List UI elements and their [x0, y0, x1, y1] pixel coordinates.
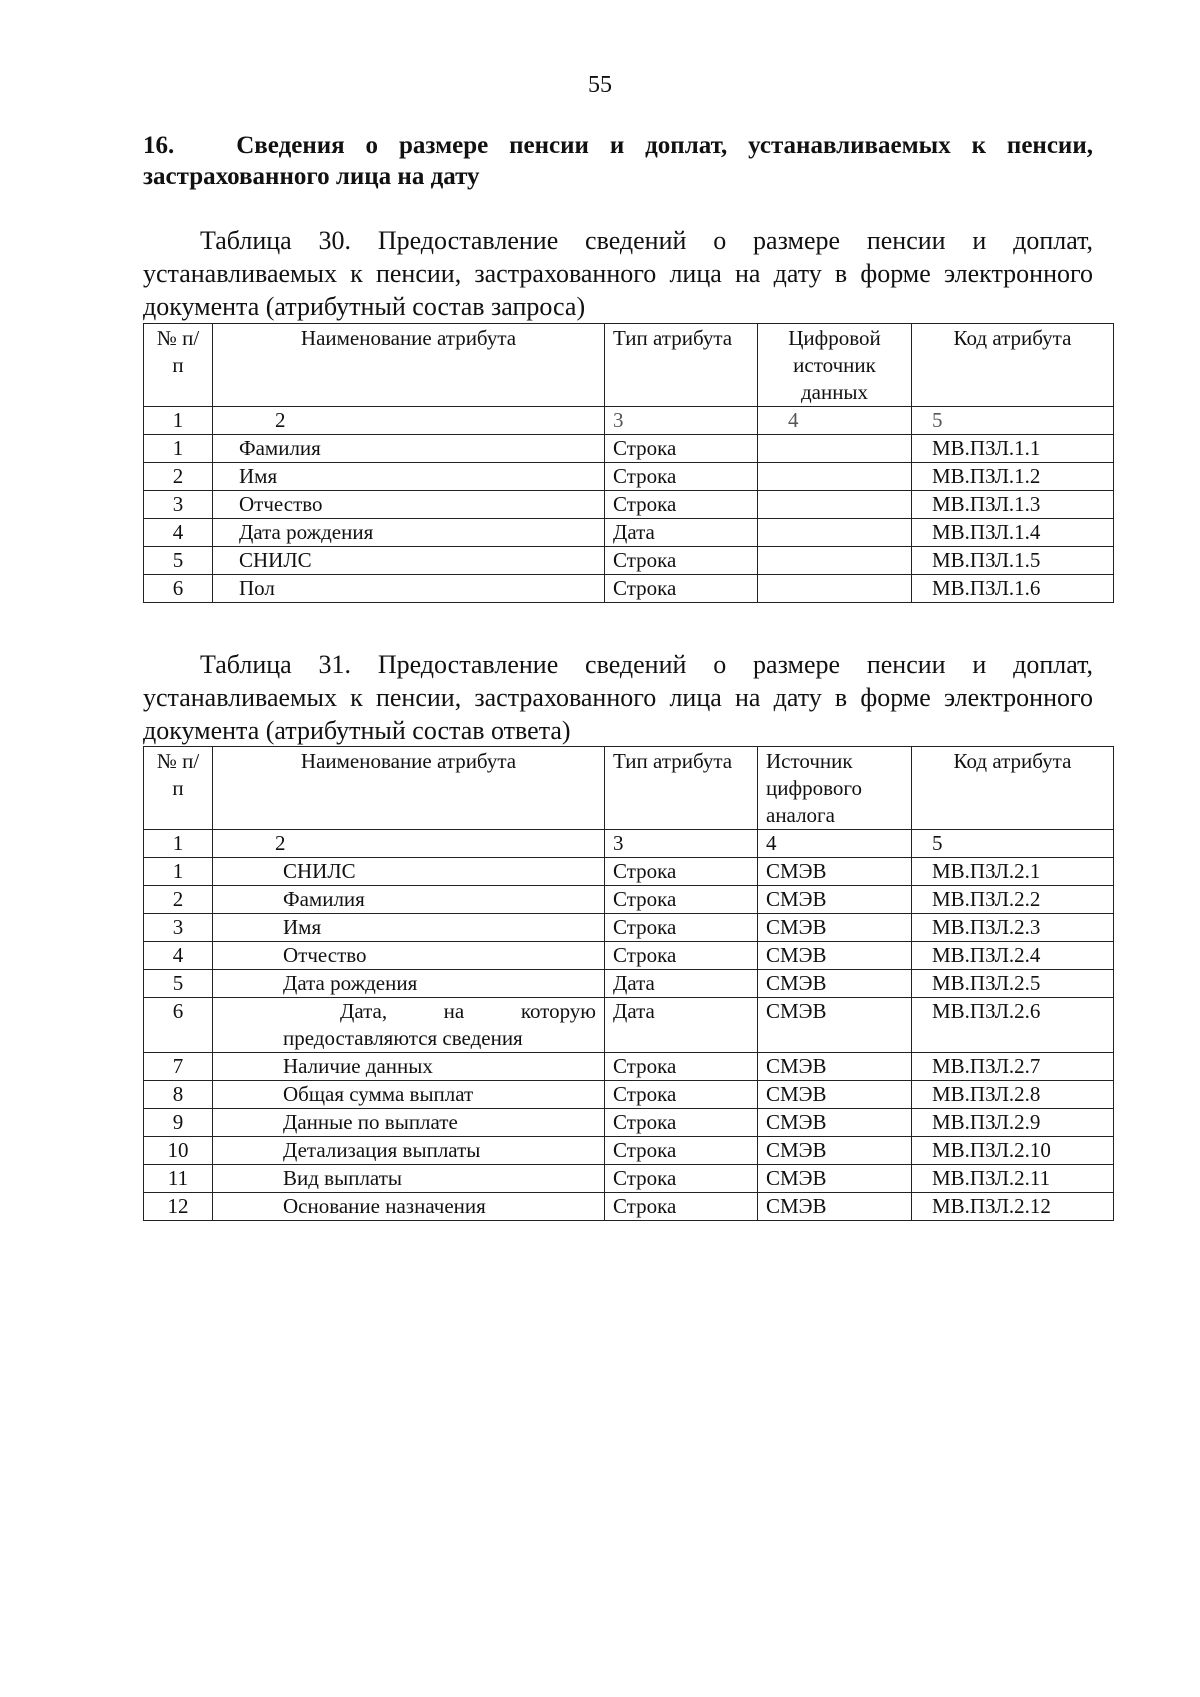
row-number-cell: 7 — [144, 1053, 213, 1081]
header-cell-name: Наименование атрибута — [213, 324, 605, 407]
table-row — [144, 998, 1114, 1053]
row-number-cell: 1 — [144, 435, 213, 463]
row-number-cell: 5 — [144, 547, 213, 575]
row-number-cell: 11 — [144, 1165, 213, 1193]
attribute-type-cell: Строка — [605, 886, 758, 914]
row-number-cell: 3 — [144, 914, 213, 942]
table-30-caption — [143, 224, 1093, 323]
header-cell-type: Тип атрибута — [605, 324, 758, 407]
attribute-type-cell: Дата — [605, 519, 758, 547]
data-source-cell — [758, 519, 912, 547]
attribute-code-cell: МВ.ПЗЛ.2.6 — [912, 998, 1114, 1053]
column-number-cell: 3 — [605, 407, 758, 435]
attribute-name-cell: Фамилия — [213, 886, 605, 914]
data-source-cell — [758, 547, 912, 575]
row-number-cell: 8 — [144, 1081, 213, 1109]
table-31-caption-text: Таблица 31. Предоставление сведений о размере пенсии и доплат, устанавливаемых к пенсии, застрахованного лица на дату в форме электронного документа (атрибутный состав ответа) — [143, 650, 1093, 745]
header-cell-number: № п/п — [144, 747, 213, 830]
attribute-name-cell: Вид выплаты — [213, 1165, 605, 1193]
row-number-cell: 9 — [144, 1109, 213, 1137]
attribute-type-cell: Строка — [605, 463, 758, 491]
table-row — [144, 1053, 1114, 1081]
data-source-cell: СМЭВ — [758, 998, 912, 1053]
attribute-type-cell: Строка — [605, 575, 758, 603]
column-number-cell: 2 — [213, 407, 605, 435]
header-cell-code: Код атрибута — [912, 324, 1114, 407]
table-row — [144, 1137, 1114, 1165]
attribute-type-cell: Строка — [605, 1053, 758, 1081]
header-cell-number: № п/п — [144, 324, 213, 407]
table-row — [144, 858, 1114, 886]
attribute-code-cell: МВ.ПЗЛ.1.1 — [912, 435, 1114, 463]
row-number-cell: 2 — [144, 463, 213, 491]
column-number-cell: 5 — [912, 830, 1114, 858]
data-source-cell — [758, 575, 912, 603]
attribute-code-cell: МВ.ПЗЛ.2.10 — [912, 1137, 1114, 1165]
column-number-cell: 1 — [144, 407, 213, 435]
header-cell-type: Тип атрибута — [605, 747, 758, 830]
table-row — [144, 519, 1114, 547]
table-row — [144, 463, 1114, 491]
table-row — [144, 491, 1114, 519]
attribute-name-cell: Пол — [213, 575, 605, 603]
attribute-name-cell: Данные по выплате — [213, 1109, 605, 1137]
column-number-cell: 5 — [912, 407, 1114, 435]
data-source-cell: СМЭВ — [758, 970, 912, 998]
attribute-code-cell: МВ.ПЗЛ.2.7 — [912, 1053, 1114, 1081]
attribute-code-cell: МВ.ПЗЛ.2.1 — [912, 858, 1114, 886]
attribute-name-cell: Имя — [213, 463, 605, 491]
row-number-cell: 6 — [144, 998, 213, 1053]
table-row — [144, 547, 1114, 575]
data-source-cell: СМЭВ — [758, 886, 912, 914]
data-source-cell: СМЭВ — [758, 1165, 912, 1193]
attribute-type-cell: Строка — [605, 491, 758, 519]
section-number: 16. — [143, 132, 175, 159]
attribute-code-cell: МВ.ПЗЛ.2.12 — [912, 1193, 1114, 1221]
attribute-type-cell: Строка — [605, 1165, 758, 1193]
attribute-type-cell: Строка — [605, 1193, 758, 1221]
attribute-name-cell: Дата, на которую предоставляются сведения — [213, 998, 605, 1053]
attribute-type-cell: Строка — [605, 547, 758, 575]
attribute-type-cell: Строка — [605, 858, 758, 886]
attribute-name-cell: СНИЛС — [213, 858, 605, 886]
attribute-name-cell: Наличие данных — [213, 1053, 605, 1081]
data-source-cell: СМЭВ — [758, 1081, 912, 1109]
attribute-name-cell: Отчество — [213, 942, 605, 970]
row-number-cell: 12 — [144, 1193, 213, 1221]
row-number-cell: 1 — [144, 858, 213, 886]
attribute-type-cell: Строка — [605, 1081, 758, 1109]
row-number-cell: 3 — [144, 491, 213, 519]
attribute-name-cell: Детализация выплаты — [213, 1137, 605, 1165]
table-header-row — [144, 324, 1114, 407]
attribute-code-cell: МВ.ПЗЛ.2.2 — [912, 886, 1114, 914]
section-heading — [143, 130, 1093, 192]
table-header-row — [144, 747, 1114, 830]
row-number-cell: 4 — [144, 942, 213, 970]
attribute-code-cell: МВ.ПЗЛ.1.3 — [912, 491, 1114, 519]
attribute-type-cell: Строка — [605, 914, 758, 942]
table-row — [144, 942, 1114, 970]
table-30 — [143, 323, 1114, 603]
attribute-name-cell: Основание назначения — [213, 1193, 605, 1221]
column-number-cell: 2 — [213, 830, 605, 858]
column-number-cell: 4 — [758, 830, 912, 858]
data-source-cell: СМЭВ — [758, 914, 912, 942]
data-source-cell — [758, 491, 912, 519]
page-number: 55 — [588, 72, 612, 98]
data-source-cell: СМЭВ — [758, 1109, 912, 1137]
row-number-cell: 4 — [144, 519, 213, 547]
data-source-cell: СМЭВ — [758, 942, 912, 970]
attribute-code-cell: МВ.ПЗЛ.2.3 — [912, 914, 1114, 942]
attribute-type-cell: Строка — [605, 435, 758, 463]
table-row — [144, 886, 1114, 914]
attribute-name-cell: Отчество — [213, 491, 605, 519]
table-row — [144, 914, 1114, 942]
header-cell-code: Код атрибута — [912, 747, 1114, 830]
attribute-type-cell: Дата — [605, 998, 758, 1053]
attribute-type-cell: Строка — [605, 942, 758, 970]
data-source-cell: СМЭВ — [758, 1053, 912, 1081]
header-cell-name: Наименование атрибута — [213, 747, 605, 830]
table-row — [144, 435, 1114, 463]
column-number-cell: 3 — [605, 830, 758, 858]
attribute-code-cell: МВ.ПЗЛ.2.11 — [912, 1165, 1114, 1193]
data-source-cell: СМЭВ — [758, 858, 912, 886]
attribute-code-cell: МВ.ПЗЛ.2.8 — [912, 1081, 1114, 1109]
attribute-code-cell: МВ.ПЗЛ.1.4 — [912, 519, 1114, 547]
row-number-cell: 5 — [144, 970, 213, 998]
data-source-cell: СМЭВ — [758, 1193, 912, 1221]
attribute-type-cell: Строка — [605, 1109, 758, 1137]
data-source-cell: СМЭВ — [758, 1137, 912, 1165]
header-cell-source: Источник цифрового аналога — [758, 747, 912, 830]
table-30-caption-text: Таблица 30. Предоставление сведений о размере пенсии и доплат, устанавливаемых к пенсии, застрахованного лица на дату в форме электронного документа (атрибутный состав запроса) — [143, 226, 1093, 321]
table-31 — [143, 746, 1114, 1221]
table-31-caption — [143, 648, 1093, 747]
data-source-cell — [758, 435, 912, 463]
data-source-cell — [758, 463, 912, 491]
attribute-name-cell: СНИЛС — [213, 547, 605, 575]
attribute-code-cell: МВ.ПЗЛ.1.2 — [912, 463, 1114, 491]
attribute-code-cell: МВ.ПЗЛ.2.9 — [912, 1109, 1114, 1137]
attribute-type-cell: Дата — [605, 970, 758, 998]
attribute-name-cell: Фамилия — [213, 435, 605, 463]
attribute-code-cell: МВ.ПЗЛ.2.5 — [912, 970, 1114, 998]
table-row — [144, 1109, 1114, 1137]
attribute-code-cell: МВ.ПЗЛ.1.6 — [912, 575, 1114, 603]
column-number-row — [144, 407, 1114, 435]
header-cell-source: Цифровой источник данных — [758, 324, 912, 407]
row-number-cell: 2 — [144, 886, 213, 914]
column-number-cell: 4 — [758, 407, 912, 435]
table-row — [144, 575, 1114, 603]
attribute-code-cell: МВ.ПЗЛ.1.5 — [912, 547, 1114, 575]
table-row — [144, 970, 1114, 998]
row-number-cell: 10 — [144, 1137, 213, 1165]
column-number-row — [144, 830, 1114, 858]
attribute-type-cell: Строка — [605, 1137, 758, 1165]
attribute-name-cell: Дата рождения — [213, 519, 605, 547]
attribute-name-cell: Дата рождения — [213, 970, 605, 998]
row-number-cell: 6 — [144, 575, 213, 603]
attribute-name-cell: Общая сумма выплат — [213, 1081, 605, 1109]
table-row — [144, 1193, 1114, 1221]
table-row — [144, 1165, 1114, 1193]
section-title: Сведения о размере пенсии и доплат, устанавливаемых к пенсии, застрахованного лица на дату — [143, 132, 1093, 190]
column-number-cell: 1 — [144, 830, 213, 858]
attribute-name-cell: Имя — [213, 914, 605, 942]
table-row — [144, 1081, 1114, 1109]
attribute-code-cell: МВ.ПЗЛ.2.4 — [912, 942, 1114, 970]
